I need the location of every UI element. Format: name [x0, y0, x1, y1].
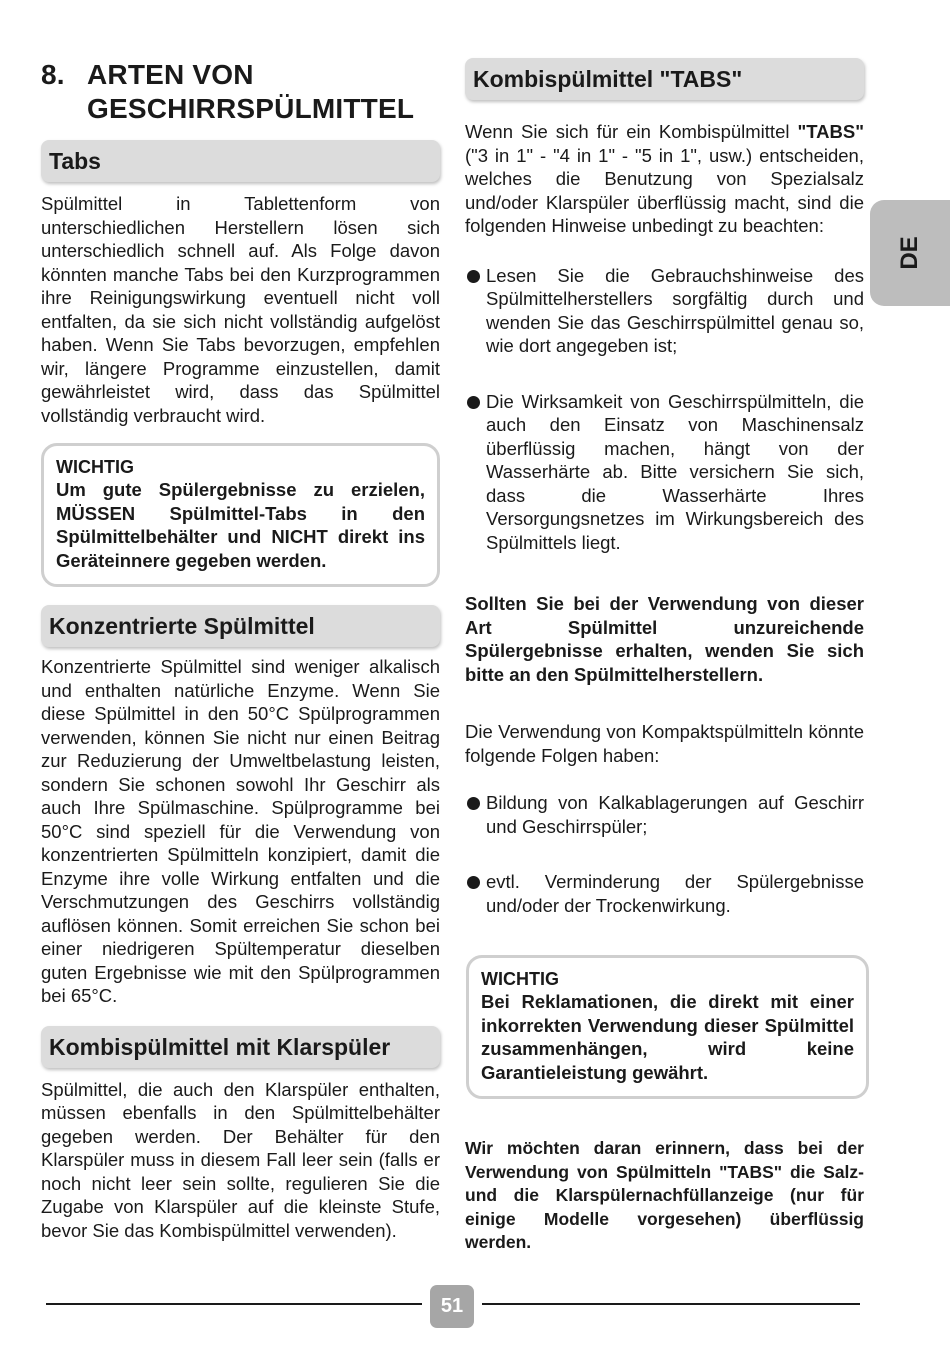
- bold-advice-paragraph: Sollten Sie bei der Verwendung von dieser Art Spülmittel unzureichende Spülergebnisse erhalten, wenden Sie sich bitte an den Spülmittelherstellern.: [465, 593, 864, 685]
- section-heading-combi-rinse: Kombispülmittel mit Klarspüler: [41, 1026, 440, 1068]
- chapter-number: 8.: [41, 59, 65, 90]
- intro-text-start: Wenn Sie sich für ein Kombispülmittel: [465, 121, 798, 142]
- bullet-icon: [467, 396, 480, 409]
- important-note-warranty: [466, 955, 869, 1099]
- note-label: WICHTIG: [481, 969, 559, 989]
- note-text: Um gute Spülergebnisse zu erzielen, MÜSSEN Spülmittel-Tabs in den Spülmittelbehälter und NICHT direkt ins Geräteinnere gegeben werden.: [56, 479, 425, 571]
- language-tab: [870, 200, 950, 306]
- important-note-tabs: [41, 443, 440, 587]
- right-column: [465, 58, 864, 1255]
- section-heading-combi-tabs: Kombispülmittel "TABS": [465, 58, 864, 100]
- bullet-icon: [467, 876, 480, 889]
- section-heading-concentrated: Konzentrierte Spülmittel: [41, 605, 440, 647]
- compact-intro-paragraph: Die Verwendung von Kompaktspülmitteln könnte folgende Folgen haben:: [465, 721, 864, 766]
- combi-tabs-intro: [465, 120, 864, 238]
- reminder-paragraph: Wir möchten daran erinnern, dass bei der Verwendung von Spülmitteln "TABS" die Salz- und die Klarspülernachfüllanzeige (nur für einige Modelle vorgesehen) überflüssig werden.: [465, 1138, 864, 1252]
- chapter-heading: [41, 58, 440, 126]
- bullet-text: Die Wirksamkeit von Geschirrspülmitteln, die auch den Einsatz von Maschinensalz überflüssig machen, hängt von der Wasserhärte ab. Bitte versichern Sie sich, dass die Wasserhärte Ihres Versorgungsnetzes im Wirkungsbereich des Spülmittels liegt.: [486, 390, 864, 553]
- tabs-paragraph: Spülmittel in Tablettenform von unterschiedlichen Herstellern lösen sich unterschiedlich schnell auf. Als Folge davon könnten manche Tabs bei den Kurzprogrammen ihre Reinigungswirkung eventuell nicht voll entfalten, da sie sich nicht vollständig aufgelöst haben. Wenn Sie Tabs bevorzugen, empfehlen wir, längere Programme einzustellen, damit gewährleistet wird, dass das Spülmittel vollständig verbraucht wird.: [41, 193, 440, 426]
- combi-rinse-paragraph: Spülmittel, die auch den Klarspüler enthalten, müssen ebenfalls in den Spülmittelbehälter gegeben werden. Der Behälter für den Klarspüler muss in diesem Fall leer sein (falls er noch nicht leer sein sollte, regulieren Sie die Zugabe von Klarspüler auf die kleinste Stufe, bevor Sie das Kombispülmittel verwenden).: [41, 1078, 440, 1241]
- bullet-text: Lesen Sie die Gebrauchshinweise des Spülmittelherstellers sorgfältig durch und wenden Sie das Geschirrspülmittel genau so, wie dort angegeben ist;: [486, 264, 864, 356]
- note-label: WICHTIG: [56, 457, 134, 477]
- list-item: [465, 390, 864, 555]
- left-column: [41, 58, 440, 1242]
- language-tab-label: DE: [896, 236, 923, 270]
- intro-text-end: ("3 in 1" - "4 in 1" - "5 in 1", usw.) entscheiden, welches die Benutzung von Spezialsalz und/oder Klarspüler überflüssig macht, sind die folgenden Hinweise unbedingt zu beachten:: [465, 144, 864, 236]
- page-number: 51: [430, 1285, 474, 1328]
- list-item: [465, 791, 864, 838]
- footer-rule-right: [482, 1303, 860, 1305]
- bullet-text: Bildung von Kalkablagerungen auf Geschirr und Geschirrspüler;: [486, 792, 864, 837]
- bullet-icon: [467, 270, 480, 283]
- bullet-icon: [467, 797, 480, 810]
- list-item: [465, 870, 864, 917]
- note-text: Bei Reklamationen, die direkt mit einer inkorrekten Verwendung dieser Spülmittel zusammenhängen, wird keine Garantieleistung gewährt.: [481, 991, 854, 1083]
- section-heading-tabs: Tabs: [41, 140, 440, 182]
- bullet-text: evtl. Verminderung der Spülergebnisse und/oder der Trockenwirkung.: [486, 871, 864, 916]
- intro-tabs-bold: "TABS": [797, 121, 864, 142]
- footer-rule-left: [46, 1303, 422, 1305]
- chapter-title: ARTEN VON GESCHIRRSPÜLMITTEL: [87, 59, 415, 124]
- concentrated-paragraph: Konzentrierte Spülmittel sind weniger alkalisch und enthalten natürliche Enzyme. Wenn Sie diese Spülmittel in den 50°C Spülprogrammen verwenden, können Sie nicht nur einen Beitrag zur Reduzierung der Umweltbelastung leisten, sondern Sie schonen sowohl Ihr Geschirr als auch Ihre Spülmaschine. Spülprogramme bei 50°C sind speziell für die Verwendung von konzentrierten Spülmitteln konzipiert, damit die Enzyme ihre volle Wirkung entfalten und die Verschmutzungen des Geschirrs vollständig auflösen können. Somit erreichen Sie schon bei einer niedrigeren Spültemperatur dieselben guten Ergebnisse wie mit den Spülprogrammen bei 65°C.: [41, 656, 440, 1006]
- list-item: [465, 264, 864, 358]
